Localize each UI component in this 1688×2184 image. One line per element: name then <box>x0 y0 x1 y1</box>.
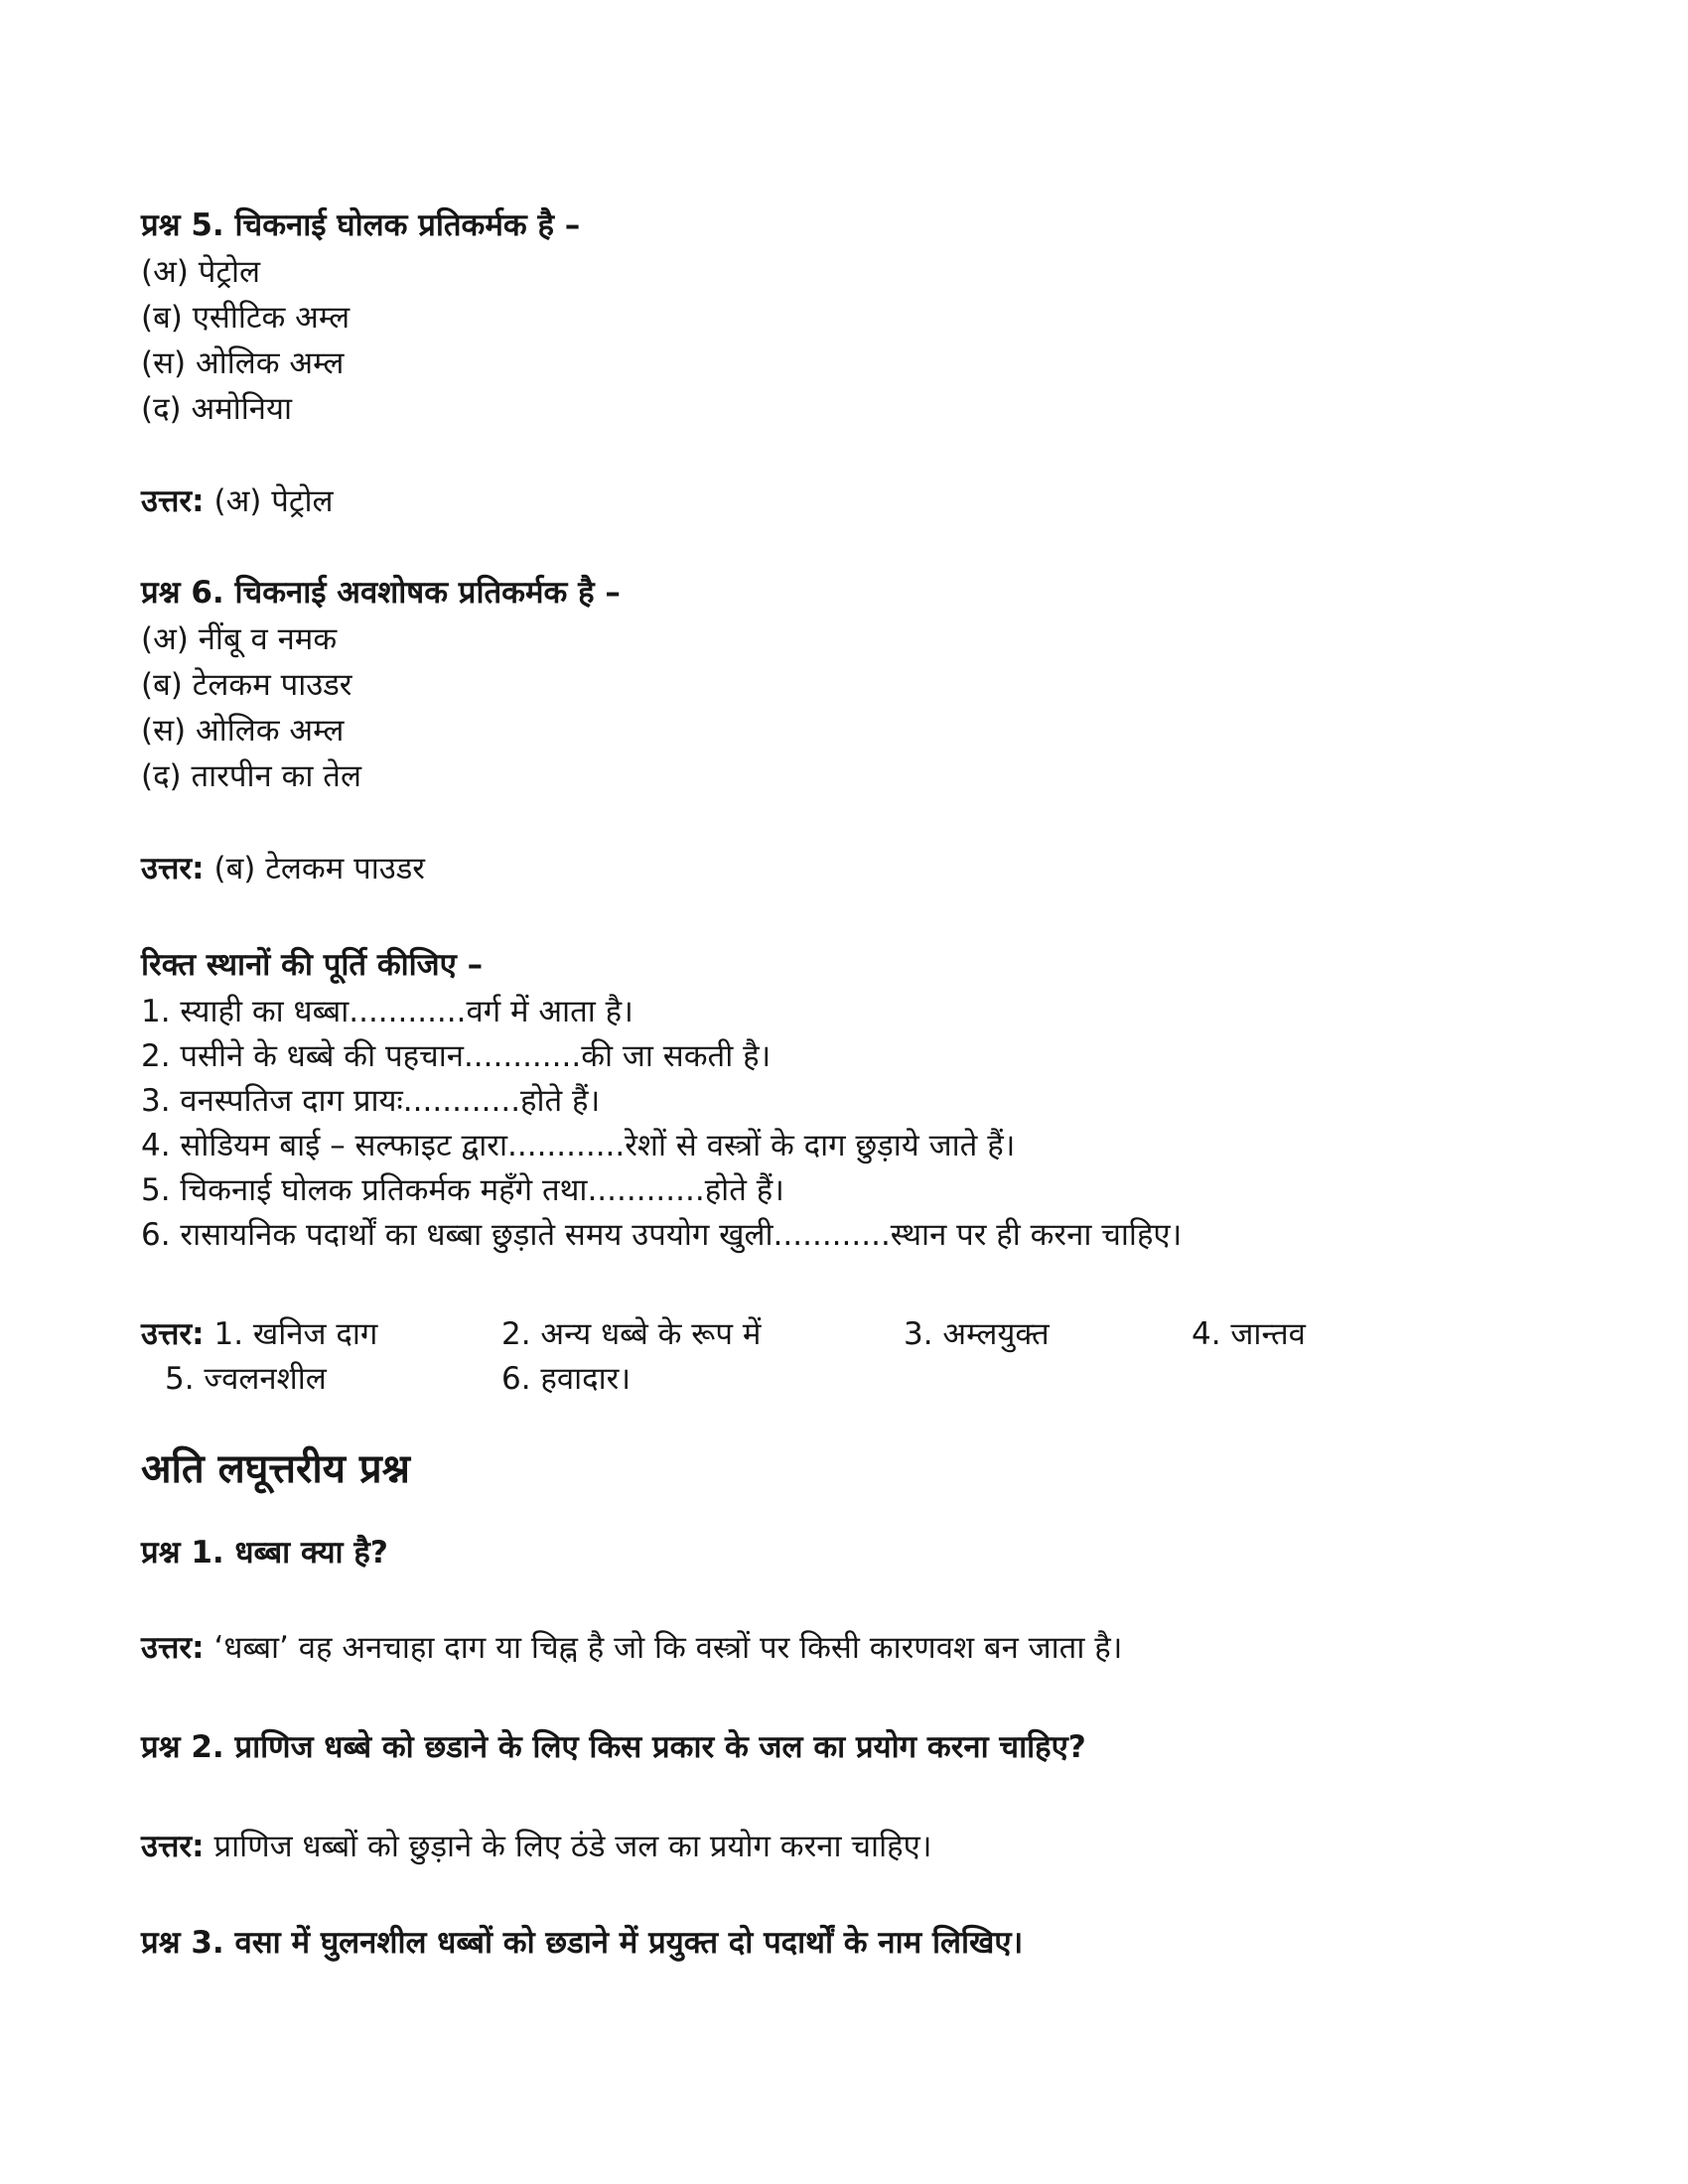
fill-answer-4: 4. जान्तव <box>1192 1316 1306 1352</box>
question-6-option-a: (अ) नींबू व नमक <box>141 621 338 657</box>
fill-blanks-item-3: 3. वनस्पतिज दाग प्रायः............होते हैं। <box>141 1083 601 1119</box>
question-5-option-d: (द) अमोनिया <box>141 391 292 427</box>
fill-blanks-item-6: 6. रासायनिक पदार्थों का धब्बा छुड़ाते समय उपयोग खुली............स्थान पर ही करना चाहिए। <box>141 1217 1183 1253</box>
fill-blanks-item-2: 2. पसीने के धब्बे की पहचान............की जा सकती है। <box>141 1038 772 1074</box>
answer-label: उत्तर: <box>141 1316 205 1352</box>
short-question-2: प्रश्न 2. प्राणिज धब्बे को छडाने के लिए किस प्रकार के जल का प्रयोग करना चाहिए? <box>141 1729 1086 1765</box>
fill-answer-6: 6. हवादार। <box>501 1361 632 1397</box>
question-6-option-d: (द) तारपीन का तेल <box>141 758 361 794</box>
fill-answer-2: 2. अन्य धब्बे के रूप में <box>501 1316 762 1352</box>
fill-blanks-answers-row-1 <box>141 1312 1551 1356</box>
fill-blanks-heading: रिक्त स्थानों की पूर्ति कीजिए – <box>141 947 484 983</box>
answer-text: (अ) पेट्रोल <box>213 483 334 519</box>
fill-answer-5: 5. ज्वलनशील <box>165 1361 327 1397</box>
question-6-option-c: (स) ओलिक अम्ल <box>141 713 345 749</box>
answer-label: उत्तर: <box>141 1829 205 1864</box>
answer-label: उत्तर: <box>141 483 205 519</box>
answer-text: ‘धब्बा’ वह अनचाहा दाग या चिह्न है जो कि वस्त्रों पर किसी कारणवश बन जाता है। <box>213 1630 1123 1666</box>
short-answer-2 <box>141 1825 931 1868</box>
fill-blanks-item-5: 5. चिकनाई घोलक प्रतिकर्मक महँगे तथा............होते हैं। <box>141 1172 784 1208</box>
question-6-option-b: (ब) टेलकम पाउडर <box>141 667 352 703</box>
question-5-heading: प्रश्न 5. चिकनाई घोलक प्रतिकर्मक है – <box>141 207 581 243</box>
answer-label: उत्तर: <box>141 1630 205 1666</box>
short-question-1: प्रश्न 1. धब्बा क्या है? <box>141 1535 388 1570</box>
short-question-3: प्रश्न 3. वसा में घुलनशील धब्बों को छडाने में प्रयुक्त दो पदार्थों के नाम लिखिए। <box>141 1925 1024 1961</box>
question-5-option-b: (ब) एसीटिक अम्ल <box>141 300 351 336</box>
question-5-option-c: (स) ओलिक अम्ल <box>141 345 345 381</box>
question-6-heading: प्रश्न 6. चिकनाई अवशोषक प्रतिकर्मक है – <box>141 575 621 611</box>
short-answer-section-heading: अति लघूत्तरीय प्रश्न <box>141 1446 410 1492</box>
question-6-answer <box>141 847 425 890</box>
answer-label: उत्तर: <box>141 851 205 887</box>
question-5-answer <box>141 479 334 523</box>
answer-text: (ब) टेलकम पाउडर <box>213 851 425 887</box>
fill-answer-1: 1. खनिज दाग <box>213 1316 378 1352</box>
answer-text: प्राणिज धब्बों को छुड़ाने के लिए ठंडे जल का प्रयोग करना चाहिए। <box>213 1829 932 1864</box>
fill-blanks-item-4: 4. सोडियम बाई – सल्फाइट द्वारा............रेशों से वस्त्रों के दाग छुड़ाये जाते हैं। <box>141 1128 1016 1163</box>
fill-blanks-answers-row-2 <box>141 1357 1551 1401</box>
short-answer-1 <box>141 1626 1122 1670</box>
fill-answer-3: 3. अम्लयुक्त <box>904 1316 1050 1352</box>
question-5-option-a: (अ) पेट्रोल <box>141 254 261 290</box>
fill-blanks-item-1: 1. स्याही का धब्बा............वर्ग में आता है। <box>141 994 633 1029</box>
